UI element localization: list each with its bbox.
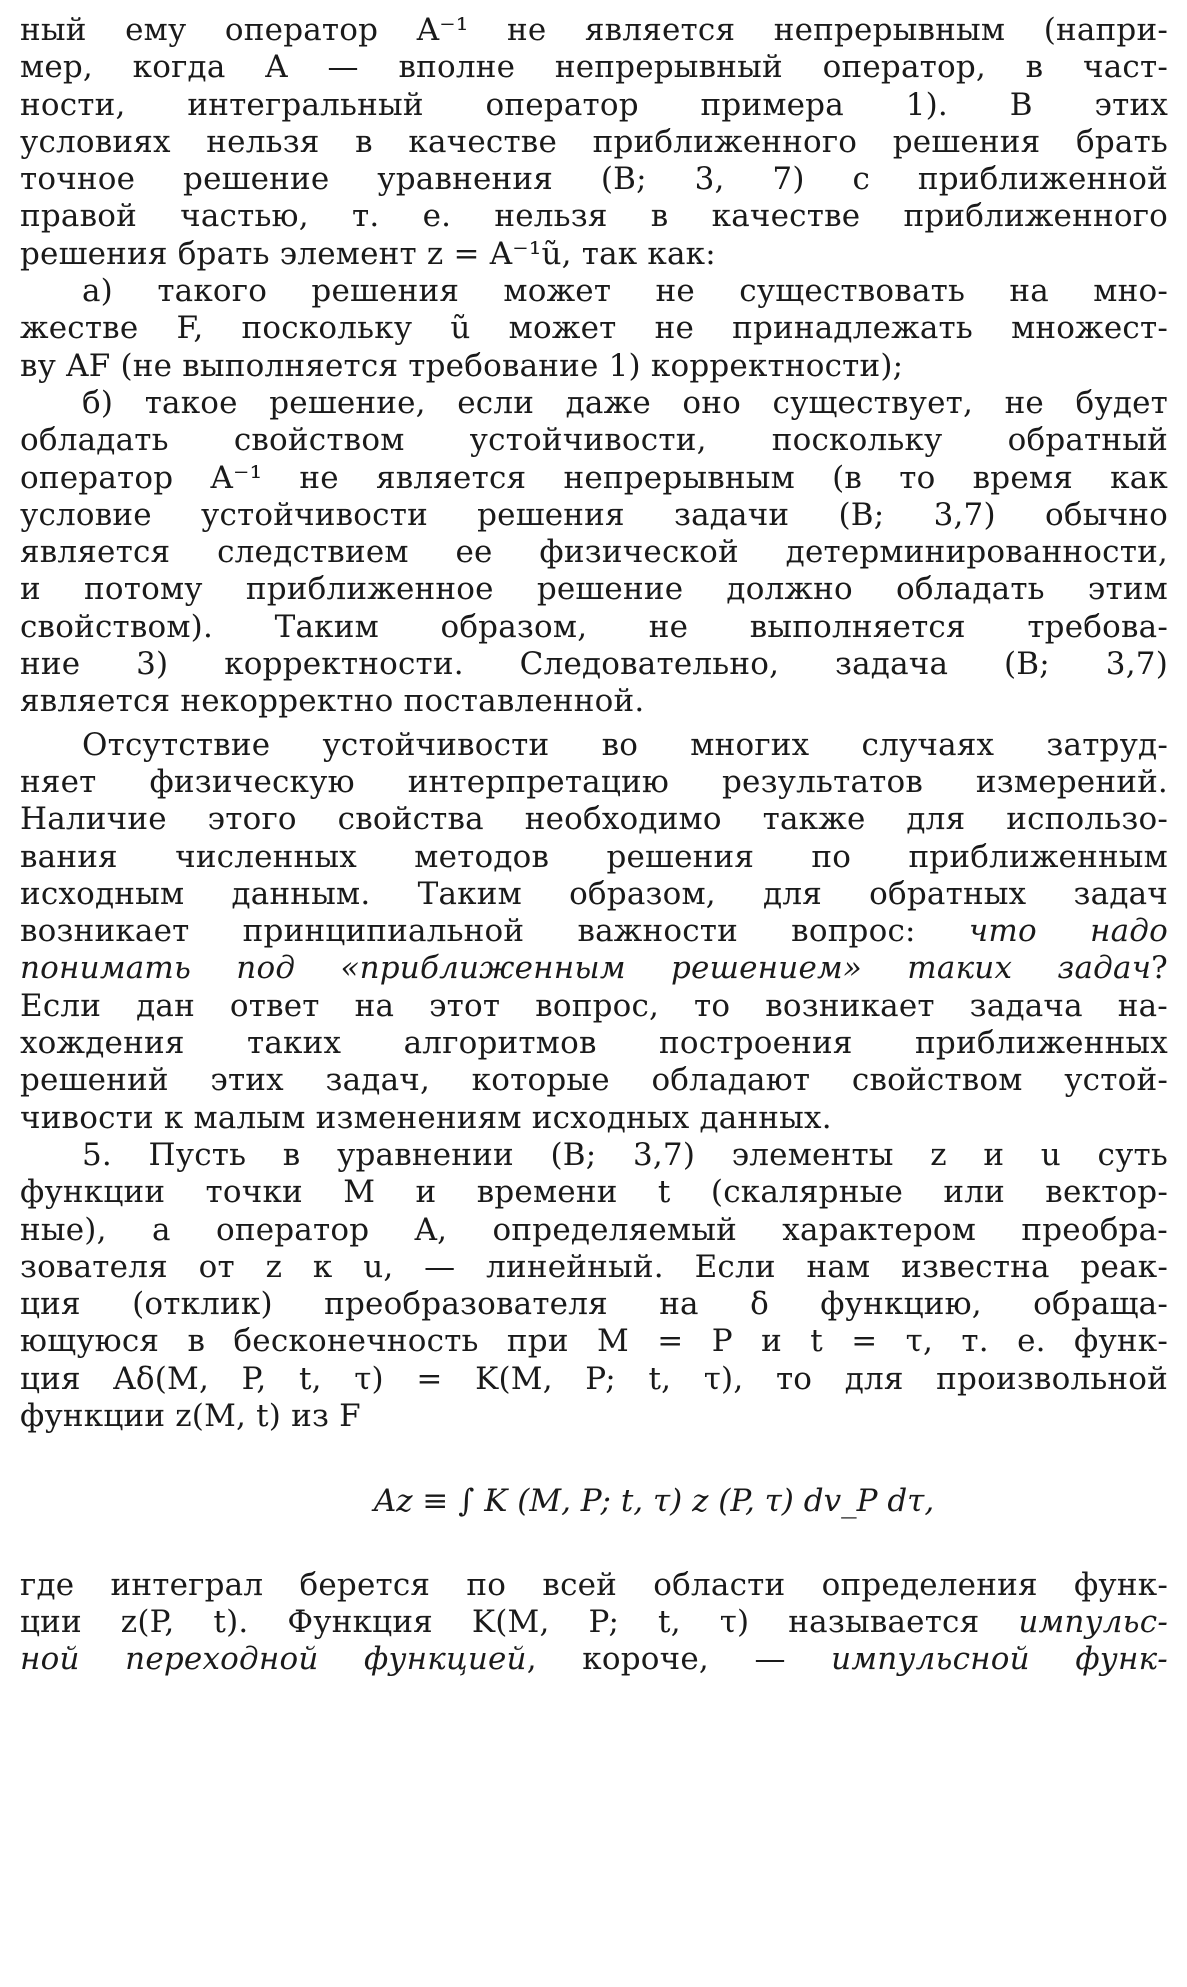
text-line: жестве F, поскольку ũ может не принадлежать множест-	[20, 310, 1168, 347]
text-line: чивости к малым изменениям исходных данных.	[20, 1099, 832, 1136]
text-line: и потому приближенное решение должно обладать этим	[20, 571, 1168, 608]
text-line: ные), а оператор A, определяемый характером преобра-	[20, 1211, 1168, 1248]
text-line: б) такое решение, если даже оно существует, не будет	[82, 384, 1168, 421]
text-line: функции z(M, t) из F	[20, 1397, 361, 1434]
text-line: является некорректно поставленной.	[20, 683, 645, 720]
text-line: няет физическую интерпретацию результатов измерений.	[20, 763, 1168, 800]
text-line: зователя от z к u, — линейный. Если нам известна реак-	[20, 1248, 1168, 1285]
text-line-mixed	[20, 1641, 1168, 1678]
text-line: вания численных методов решения по приближенным	[20, 838, 1168, 875]
text-line: ву AF (не выполняется требование 1) корректности);	[20, 347, 904, 384]
paragraph-item-a	[20, 273, 1168, 385]
document-page	[20, 12, 1168, 1678]
text-line: исходным данным. Таким образом, для обратных задач	[20, 875, 1168, 912]
text-line-mixed	[20, 950, 1168, 987]
integral-formula: Az ≡ ∫ K (M, P; t, τ) z (P, τ) dv_P dτ,	[373, 1483, 935, 1520]
text-line: ция (отклик) преобразователя на δ функцию, обраща-	[20, 1286, 1168, 1323]
text-line: мер, когда A — вполне непрерывный оператор, в част-	[20, 49, 1168, 86]
text-line: точное решение уравнения (В; 3, 7) с приближенной	[20, 161, 1168, 198]
text-line: решений этих задач, которые обладают свойством устой-	[20, 1062, 1168, 1099]
text-line: решения брать элемент z = A⁻¹ũ, так как:	[20, 235, 716, 272]
text-line-mixed	[20, 1604, 1168, 1641]
text-span: , короче, —	[526, 1641, 832, 1678]
text-line: функции точки M и времени t (скалярные или вектор-	[20, 1174, 1168, 1211]
paragraph-continuation	[20, 12, 1168, 273]
text-line: обладать свойством устойчивости, поскольку обратный	[20, 422, 1168, 459]
italic-span: что надо	[968, 913, 1168, 950]
italic-span: понимать под «приближенным решением» таких задач	[20, 950, 1152, 987]
text-line: условие устойчивости решения задачи (В; 3,7) обычно	[20, 496, 1168, 533]
text-span: возникает принципиальной важности вопрос:	[20, 913, 969, 950]
paragraph-definition	[20, 1567, 1168, 1679]
text-line-mixed	[20, 913, 1168, 950]
text-span: ?	[1151, 950, 1168, 987]
text-line: Если дан ответ на этот вопрос, то возникает задача на-	[20, 987, 1168, 1024]
text-line: условиях нельзя в качестве приближенного решения брать	[20, 123, 1168, 160]
italic-span: импульсной функ-	[831, 1641, 1168, 1678]
text-line: где интеграл берется по всей области определения функ-	[20, 1566, 1168, 1603]
text-line: хождения таких алгоритмов построения приближенных	[20, 1025, 1168, 1062]
text-line: ности, интегральный оператор примера 1). В этих	[20, 86, 1168, 123]
text-line: ный ему оператор A⁻¹ не является непрерывным (напри-	[20, 12, 1168, 48]
text-line: является следствием ее физической детерминированности,	[20, 534, 1168, 571]
text-line: ющуюся в бесконечность при M = P и t = τ, т. е. функ-	[20, 1323, 1168, 1360]
italic-span: ной переходной функцией	[20, 1641, 527, 1678]
text-line: оператор A⁻¹ не является непрерывным (в то время как	[20, 459, 1168, 496]
text-span: ции z(P, t). Функция K(M, P; t, τ) называется	[20, 1603, 1019, 1640]
paragraph-item-b	[20, 385, 1168, 721]
text-line: ция Aδ(M, P, t, τ) = K(M, P; t, τ), то для произвольной	[20, 1360, 1168, 1397]
text-line: а) такого решения может не существовать на мно-	[82, 273, 1168, 310]
text-line: Наличие этого свойства необходимо также для использо-	[20, 801, 1168, 838]
text-line: Отсутствие устойчивости во многих случаях затруд-	[82, 726, 1168, 763]
text-line: ние 3) корректности. Следовательно, задача (В; 3,7)	[20, 646, 1168, 683]
text-line: правой частью, т. е. нельзя в качестве приближенного	[20, 198, 1168, 235]
paragraph-section-5	[20, 1137, 1168, 1435]
text-line: свойством). Таким образом, не выполняется требова-	[20, 608, 1168, 645]
italic-span: импульс-	[1018, 1603, 1168, 1640]
paragraph-stability	[20, 727, 1168, 1137]
text-line: 5. Пусть в уравнении (В; 3,7) элементы z и u суть	[82, 1136, 1168, 1173]
